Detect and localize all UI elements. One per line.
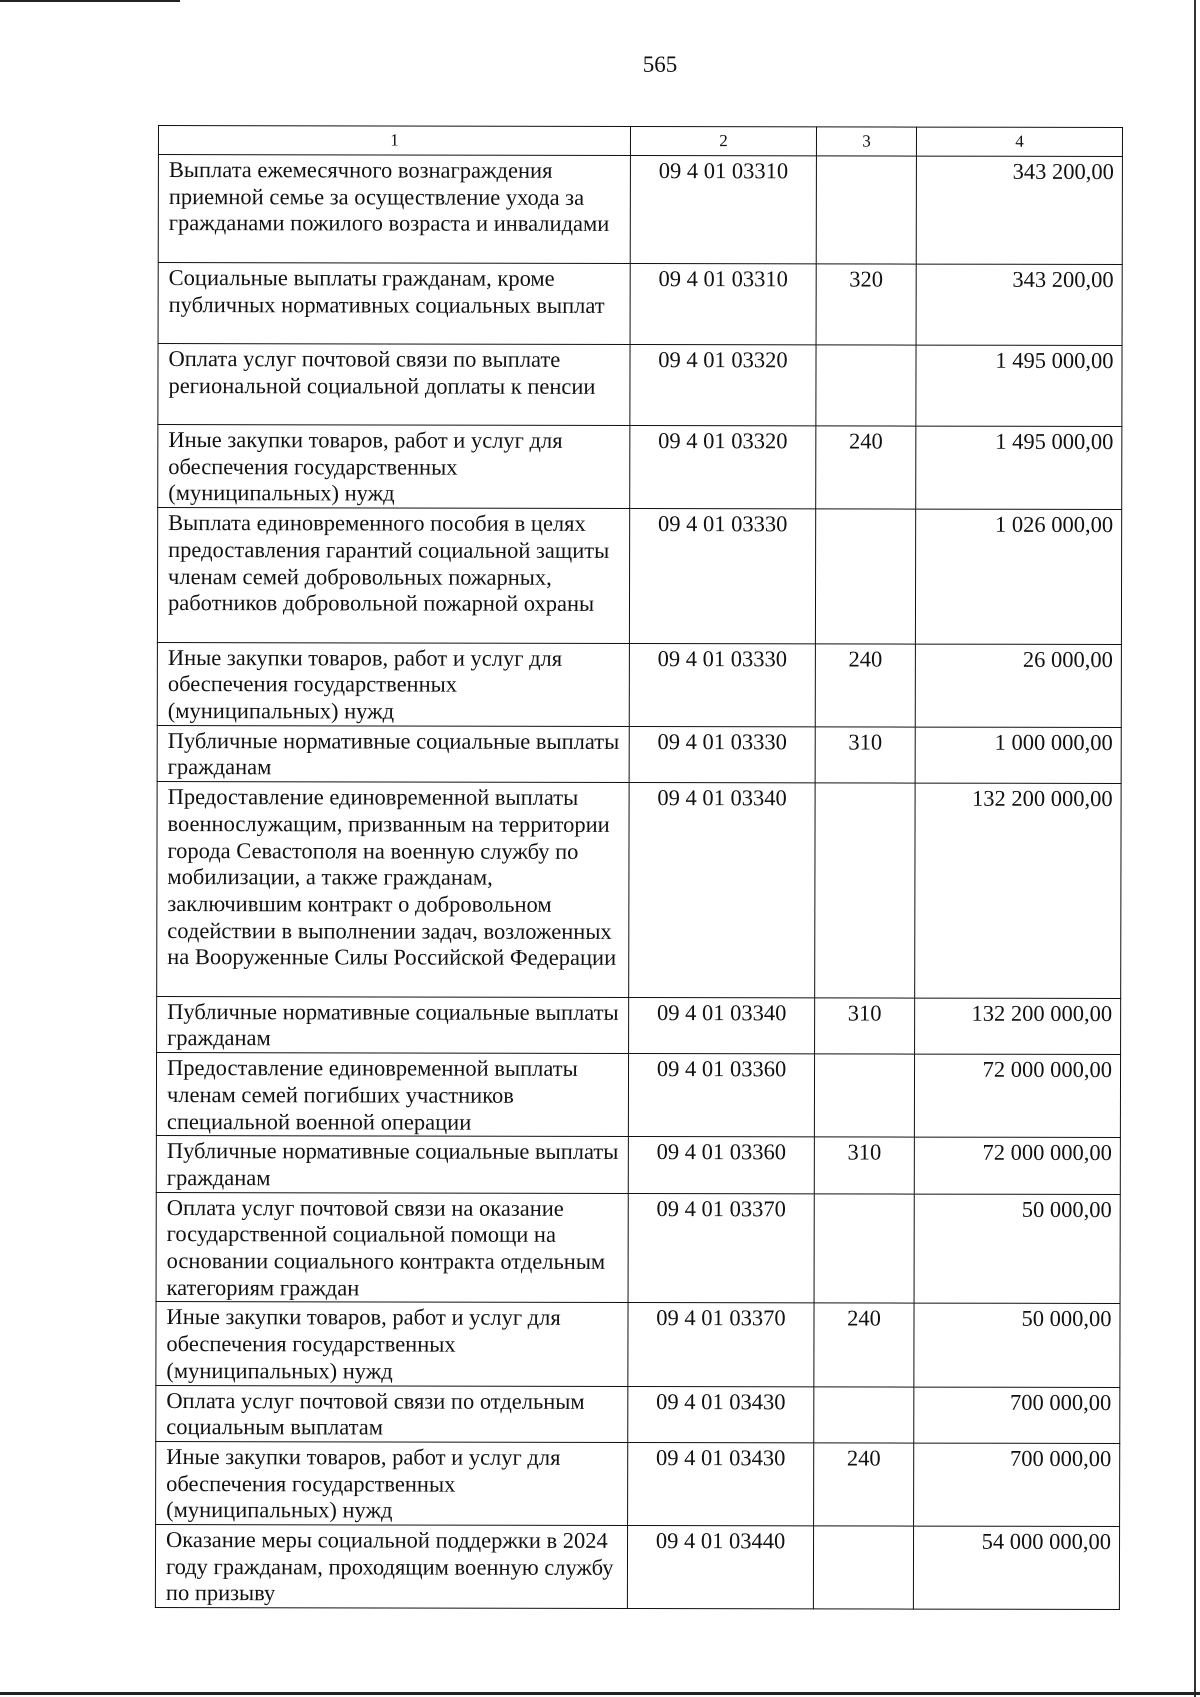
row-code-cell: 09 4 01 03330 bbox=[629, 726, 815, 783]
row-code-cell: 09 4 01 03330 bbox=[629, 509, 815, 644]
row-code-cell: 09 4 01 03360 bbox=[628, 1054, 814, 1137]
row-code-cell: 09 4 01 03330 bbox=[629, 643, 815, 726]
row-name-cell: Иные закупки товаров, работ и услуг для обеспечения государственных (муниципальных) нужд bbox=[156, 1302, 628, 1386]
row-amount-cell: 1 495 000,00 bbox=[916, 345, 1122, 427]
table-row bbox=[158, 424, 1122, 509]
table-row bbox=[156, 1192, 1120, 1304]
row-amount-cell: 72 000 000,00 bbox=[914, 1054, 1120, 1138]
table-row bbox=[156, 1136, 1120, 1194]
page-number: 565 bbox=[642, 52, 678, 77]
row-type-cell: 310 bbox=[814, 1137, 914, 1194]
scan-border-top bbox=[0, 0, 180, 2]
row-name-cell: Оплата услуг почтовой связи по отдельным социальным выплатам bbox=[156, 1385, 628, 1442]
row-type-cell bbox=[814, 1054, 914, 1137]
table-row bbox=[157, 996, 1121, 1054]
budget-table bbox=[155, 125, 1123, 1610]
row-name-cell: Иные закупки товаров, работ и услуг для обеспечения государственных (муниципальных) нужд bbox=[156, 1441, 628, 1525]
row-type-cell bbox=[816, 156, 916, 264]
scan-border-right bbox=[1194, 0, 1196, 1697]
row-name-cell: Иные закупки товаров, работ и услуг для обеспечения государственных (муниципальных) нужд bbox=[158, 424, 630, 508]
row-type-cell: 310 bbox=[815, 727, 915, 784]
table-body bbox=[155, 155, 1122, 1610]
row-type-cell: 240 bbox=[815, 643, 915, 726]
row-type-cell: 240 bbox=[814, 1443, 914, 1526]
row-type-cell bbox=[814, 1386, 914, 1443]
row-code-cell: 09 4 01 03430 bbox=[628, 1386, 814, 1443]
table-row bbox=[157, 508, 1121, 645]
row-name-cell: Предоставление единовременной выплаты членам семей погибших участников специальной военной операции bbox=[156, 1053, 628, 1137]
header-col-1: 1 bbox=[158, 126, 630, 156]
table-row bbox=[157, 782, 1121, 999]
row-name-cell: Публичные нормативные социальные выплаты гражданам bbox=[157, 996, 629, 1053]
header-row bbox=[158, 126, 1122, 157]
row-amount-cell: 72 000 000,00 bbox=[914, 1137, 1120, 1194]
row-code-cell: 09 4 01 03360 bbox=[628, 1137, 814, 1194]
row-code-cell: 09 4 01 03370 bbox=[628, 1303, 814, 1386]
row-code-cell: 09 4 01 03310 bbox=[630, 155, 816, 263]
row-amount-cell: 50 000,00 bbox=[914, 1304, 1120, 1388]
row-code-cell: 09 4 01 03320 bbox=[630, 344, 816, 425]
row-code-cell: 09 4 01 03310 bbox=[630, 263, 816, 344]
table-row bbox=[155, 1525, 1119, 1610]
row-code-cell: 09 4 01 03370 bbox=[628, 1193, 814, 1303]
row-code-cell: 09 4 01 03430 bbox=[628, 1442, 814, 1525]
row-name-cell: Оказание меры социальной поддержки в 2024 году гражданам, проходящим военную службу по призыву bbox=[155, 1525, 627, 1609]
row-type-cell bbox=[814, 1194, 914, 1304]
row-type-cell bbox=[813, 1526, 913, 1609]
row-name-cell: Предоставление единовременной выплаты военнослужащим, призванным на территории города Севастополя на военную службу по мобилизации, а также гражданам, заключившим контракт о добровольном содействии в выполнении задач, возложенных на Вооруженные Силы Российской Федерации bbox=[157, 782, 629, 998]
row-code-cell: 09 4 01 03440 bbox=[627, 1526, 813, 1609]
row-type-cell: 310 bbox=[815, 998, 915, 1055]
row-type-cell bbox=[815, 783, 915, 998]
table-row bbox=[158, 343, 1122, 426]
table-row bbox=[157, 725, 1121, 783]
table-row bbox=[156, 1302, 1120, 1387]
row-amount-cell: 132 200 000,00 bbox=[915, 998, 1121, 1055]
row-type-cell: 320 bbox=[816, 264, 916, 345]
row-amount-cell: 1 495 000,00 bbox=[916, 426, 1122, 510]
row-name-cell: Социальные выплаты гражданам, кроме публичных нормативных социальных выплат bbox=[158, 262, 630, 344]
row-name-cell: Публичные нормативные социальные выплаты гражданам bbox=[157, 725, 629, 782]
row-amount-cell: 700 000,00 bbox=[914, 1443, 1120, 1527]
row-amount-cell: 700 000,00 bbox=[914, 1387, 1120, 1444]
table-row bbox=[158, 262, 1122, 345]
row-amount-cell: 50 000,00 bbox=[914, 1194, 1120, 1304]
row-amount-cell: 26 000,00 bbox=[915, 644, 1121, 728]
scan-border-bottom bbox=[0, 1692, 1200, 1695]
row-code-cell: 09 4 01 03320 bbox=[630, 425, 816, 508]
row-amount-cell: 132 200 000,00 bbox=[915, 783, 1121, 998]
row-name-cell: Иные закупки товаров, работ и услуг для обеспечения государственных (муниципальных) нужд bbox=[157, 642, 629, 726]
row-type-cell bbox=[815, 509, 915, 644]
row-name-cell: Выплата единовременного пособия в целях предоставления гарантий социальной защиты членам семей добровольных пожарных, работников добровольной пожарной охраны bbox=[157, 508, 629, 643]
row-amount-cell: 343 200,00 bbox=[916, 264, 1122, 346]
header-col-3: 3 bbox=[816, 127, 916, 156]
row-name-cell: Оплата услуг почтовой связи по выплате региональной социальной доплаты к пенсии bbox=[158, 343, 630, 425]
table-row bbox=[156, 1385, 1120, 1443]
row-name-cell: Публичные нормативные социальные выплаты гражданам bbox=[156, 1136, 628, 1193]
row-name-cell: Оплата услуг почтовой связи на оказание государственной социальной помощи на основании социального контракта отдельным категориям граждан bbox=[156, 1192, 628, 1303]
row-amount-cell: 54 000 000,00 bbox=[913, 1526, 1119, 1610]
table-row bbox=[156, 1053, 1120, 1138]
table-row bbox=[157, 642, 1121, 727]
row-amount-cell: 1 026 000,00 bbox=[915, 509, 1121, 644]
header-col-2: 2 bbox=[630, 126, 816, 155]
table-row bbox=[156, 1441, 1120, 1526]
row-type-cell: 240 bbox=[814, 1303, 914, 1386]
row-name-cell: Выплата ежемесячного вознаграждения приемной семье за осуществление ухода за гражданами пожилого возраста и инвалидами bbox=[158, 155, 630, 264]
row-amount-cell: 1 000 000,00 bbox=[915, 727, 1121, 784]
row-amount-cell: 343 200,00 bbox=[916, 156, 1122, 264]
row-type-cell: 240 bbox=[816, 426, 916, 509]
row-code-cell: 09 4 01 03340 bbox=[629, 783, 815, 998]
row-type-cell bbox=[816, 345, 916, 426]
header-col-4: 4 bbox=[916, 127, 1122, 156]
table-row bbox=[158, 155, 1122, 265]
row-code-cell: 09 4 01 03340 bbox=[629, 997, 815, 1054]
